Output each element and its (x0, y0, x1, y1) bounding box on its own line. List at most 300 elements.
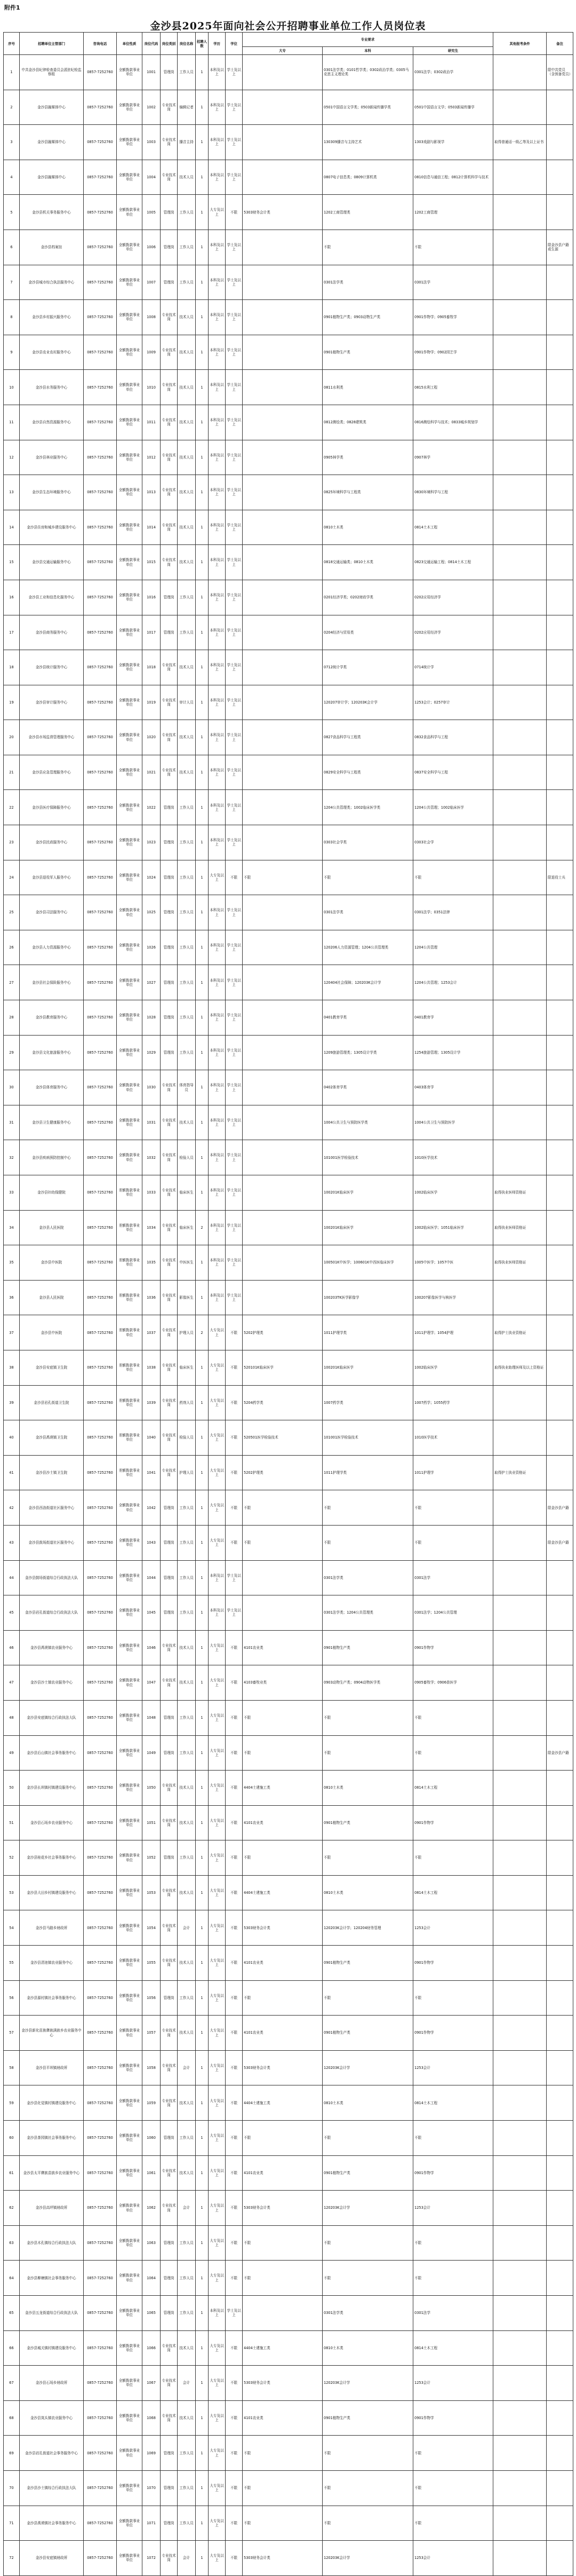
cell-major-master: 不限 (413, 2506, 493, 2541)
cell-major-sub: 5202护理类 (243, 1315, 323, 1350)
cell-degree: 学士及以上 (226, 370, 243, 405)
cell-post-name: 工作人员 (178, 1980, 196, 2016)
cell-count: 1 (196, 2191, 209, 2226)
cell-major-bachelor: 100203TK医学影像学 (323, 1280, 413, 1315)
cell-phone: 0857-7252760 (84, 1315, 117, 1350)
cell-major-bachelor: 0402体育学类 (323, 1070, 413, 1105)
cell-phone: 0857-7252760 (84, 2261, 117, 2296)
cell-unit-type: 全额拨款事业单位 (117, 2436, 142, 2471)
cell-seq: 58 (4, 2050, 20, 2085)
cell-remark: 限金沙县户籍 (547, 1525, 573, 1560)
cell-dept: 金沙县石场乡财政所 (20, 2366, 84, 2401)
cell-major-master: 0301法学；0302政治学 (413, 55, 493, 90)
cell-phone: 0857-7252760 (84, 895, 117, 930)
cell-education: 本科及以上 (209, 790, 226, 825)
cell-seq: 35 (4, 1245, 20, 1281)
table-row (4, 2261, 573, 2296)
cell-post-name: 临床医生 (178, 1175, 196, 1211)
cell-post-type: 专业技术岗 (161, 685, 178, 720)
cell-other (493, 1560, 547, 1595)
cell-degree: 学士及以上 (226, 405, 243, 440)
table-row (4, 510, 573, 545)
cell-other (493, 1805, 547, 1840)
cell-major-master: 不限 (413, 230, 493, 265)
cell-count: 1 (196, 580, 209, 615)
cell-post-name: 工作人员 (178, 825, 196, 860)
cell-dept: 金沙县沙土镇卫生院 (20, 1455, 84, 1490)
cell-other (493, 1595, 547, 1631)
cell-education: 大专及以上 (209, 2050, 226, 2085)
cell-major-master: 1253会计 (413, 2050, 493, 2085)
cell-remark (547, 1280, 573, 1315)
cell-remark (547, 2296, 573, 2331)
cell-other (493, 1946, 547, 1981)
cell-post-type: 专业技术岗 (161, 1210, 178, 1245)
cell-other (493, 965, 547, 1000)
table-body (4, 55, 573, 2576)
cell-phone: 0857-7252760 (84, 1350, 117, 1385)
cell-post-name: 工作人员 (178, 580, 196, 615)
cell-count: 1 (196, 1140, 209, 1175)
cell-post-code: 1022 (142, 790, 161, 825)
cell-major-bachelor: 0825环境科学与工程类 (323, 475, 413, 510)
cell-post-type: 专业技术岗 (161, 2085, 178, 2121)
table-row (4, 755, 573, 790)
cell-count: 1 (196, 615, 209, 650)
cell-degree: 不限 (226, 1490, 243, 1526)
cell-major-sub: 4101农业类 (243, 2400, 323, 2436)
cell-major-bachelor: 0301法学类 (323, 895, 413, 930)
cell-unit-type: 全额拨款事业单位 (117, 580, 142, 615)
cell-education: 本科及以上 (209, 370, 226, 405)
cell-dept: 金沙县五龙街道综合行政执法大队 (20, 2296, 84, 2331)
cell-phone: 0857-7252760 (84, 1910, 117, 1946)
cell-remark (547, 1980, 573, 2016)
cell-degree: 不限 (226, 1946, 243, 1981)
cell-post-name: 检验人员 (178, 1140, 196, 1175)
cell-major-sub: 5303财务会计类 (243, 195, 323, 230)
cell-post-name: 技术人员 (178, 755, 196, 790)
cell-dept: 金沙县融媒体中心 (20, 160, 84, 195)
cell-major-master: 0901作物学 (413, 2155, 493, 2191)
cell-education: 本科及以上 (209, 335, 226, 370)
header-other: 其他报考条件 (493, 33, 547, 55)
cell-dept: 金沙县融媒体中心 (20, 125, 84, 160)
cell-phone: 0857-7252760 (84, 1665, 117, 1701)
cell-dept: 金沙县高坪镇财政所 (20, 2191, 84, 2226)
cell-seq: 52 (4, 1840, 20, 1876)
cell-unit-type: 全额拨款事业单位 (117, 300, 142, 335)
header-post-type: 岗位类别 (161, 33, 178, 55)
cell-seq: 48 (4, 1700, 20, 1735)
cell-other (493, 2191, 547, 2226)
cell-major-bachelor: 0901植物生产类 (323, 2155, 413, 2191)
cell-dept: 金沙县平坝镇财政所 (20, 2050, 84, 2085)
table-row (4, 2436, 573, 2471)
cell-major-bachelor: 不限 (323, 2436, 413, 2471)
cell-count: 1 (196, 895, 209, 930)
table-row (4, 1420, 573, 1456)
cell-post-name: 工作人员 (178, 1525, 196, 1560)
cell-other (493, 1070, 547, 1105)
cell-unit-type: 全额拨款事业单位 (117, 895, 142, 930)
cell-major-master: 0303社会学 (413, 825, 493, 860)
cell-seq: 60 (4, 2121, 20, 2156)
cell-other (493, 475, 547, 510)
cell-major-bachelor: 100201K临床医学 (323, 1210, 413, 1245)
cell-other (493, 2436, 547, 2471)
cell-post-code: 1008 (142, 300, 161, 335)
cell-count: 1 (196, 1700, 209, 1735)
cell-other: 取得护士执业资格证 (493, 1315, 547, 1350)
table-row (4, 1035, 573, 1070)
table-row (4, 965, 573, 1000)
cell-other (493, 1140, 547, 1175)
cell-unit-type: 全额拨款事业单位 (117, 615, 142, 650)
cell-remark (547, 1771, 573, 1806)
cell-count: 1 (196, 1771, 209, 1806)
cell-major-master: 1010医学技术 (413, 1140, 493, 1175)
cell-seq: 71 (4, 2506, 20, 2541)
header-post-name: 岗位名称 (178, 33, 196, 55)
cell-education: 本科及以上 (209, 125, 226, 160)
cell-education: 本科及以上 (209, 405, 226, 440)
cell-degree: 学士及以上 (226, 650, 243, 685)
cell-phone: 0857-7252760 (84, 335, 117, 370)
cell-post-type: 专业技术岗 (161, 1070, 178, 1105)
cell-major-master: 0901作物学 (413, 1630, 493, 1665)
cell-seq: 16 (4, 580, 20, 615)
cell-major-master: 不限 (413, 2436, 493, 2471)
cell-post-name: 技术人员 (178, 300, 196, 335)
cell-major-master: 1253会计 (413, 2541, 493, 2576)
cell-remark (547, 1910, 573, 1946)
cell-post-code: 1038 (142, 1350, 161, 1385)
cell-dept: 金沙县桂花乡社会事务服务中心 (20, 1840, 84, 1876)
table-row (4, 1525, 573, 1560)
cell-remark (547, 265, 573, 300)
cell-dept: 金沙县岚头镇农业服务中心 (20, 2400, 84, 2436)
cell-degree: 学士及以上 (226, 1595, 243, 1631)
cell-count: 1 (196, 2541, 209, 2576)
cell-post-type: 专业技术岗 (161, 1875, 178, 1910)
cell-dept: 金沙县源村镇社会事务服务中心 (20, 1980, 84, 2016)
cell-unit-type: 全额拨款事业单位 (117, 965, 142, 1000)
cell-degree: 不限 (226, 1350, 243, 1385)
cell-unit-type: 全额拨款事业单位 (117, 2541, 142, 2576)
cell-post-code: 1026 (142, 930, 161, 965)
cell-post-type: 管理岗 (161, 2261, 178, 2296)
cell-major-sub: 5303财务会计类 (243, 2191, 323, 2226)
cell-unit-type: 全额拨款事业单位 (117, 720, 142, 755)
cell-dept: 金沙县司法服务中心 (20, 895, 84, 930)
cell-seq: 13 (4, 475, 20, 510)
cell-dept: 中共金沙县纪律检查委员会派驻纪检监察组 (20, 55, 84, 90)
cell-degree: 学士及以上 (226, 1035, 243, 1070)
cell-remark (547, 1805, 573, 1840)
cell-post-type: 管理岗 (161, 2296, 178, 2331)
cell-major-sub: 4404土建施工类 (243, 1875, 323, 1910)
cell-count: 1 (196, 1035, 209, 1070)
cell-major-sub: 不限 (243, 1525, 323, 1560)
cell-other (493, 2296, 547, 2331)
table-row (4, 55, 573, 90)
cell-seq: 40 (4, 1420, 20, 1456)
table-row (4, 1665, 573, 1701)
cell-post-code: 1043 (142, 1525, 161, 1560)
header-unit-type: 单位性质 (117, 33, 142, 55)
cell-remark: 限金沙县户籍或生源 (547, 230, 573, 265)
cell-seq: 34 (4, 1210, 20, 1245)
cell-education: 本科及以上 (209, 580, 226, 615)
cell-post-name: 技术人员 (178, 335, 196, 370)
cell-other (493, 1280, 547, 1315)
cell-other (493, 160, 547, 195)
cell-post-name: 工作人员 (178, 895, 196, 930)
cell-remark (547, 300, 573, 335)
cell-major-sub (243, 790, 323, 825)
cell-other (493, 440, 547, 475)
cell-phone: 0857-7252760 (84, 1000, 117, 1036)
cell-degree: 不限 (226, 2191, 243, 2226)
cell-dept: 金沙县应急管理服务中心 (20, 755, 84, 790)
cell-phone: 0857-7252760 (84, 1245, 117, 1281)
cell-major-bachelor: 0301法学类 (323, 1560, 413, 1595)
cell-post-code: 1067 (142, 2366, 161, 2401)
table-row (4, 195, 573, 230)
cell-major-master: 0814土木工程 (413, 2330, 493, 2366)
cell-remark (547, 2330, 573, 2366)
cell-major-sub: 不限 (243, 2470, 323, 2506)
cell-seq: 41 (4, 1455, 20, 1490)
cell-post-code: 1015 (142, 545, 161, 580)
cell-major-bachelor: 0810土木类 (323, 1875, 413, 1910)
cell-other (493, 300, 547, 335)
cell-remark (547, 2261, 573, 2296)
cell-unit-type: 全额拨款事业单位 (117, 2016, 142, 2051)
cell-seq: 49 (4, 1735, 20, 1771)
positions-table (3, 32, 573, 2576)
cell-post-code: 1004 (142, 160, 161, 195)
cell-major-bachelor: 0901植物生产类 (323, 1946, 413, 1981)
table-row (4, 1946, 573, 1981)
cell-phone: 0857-7252760 (84, 1805, 117, 1840)
cell-unit-type: 全额拨款事业单位 (117, 1140, 142, 1175)
cell-dept: 金沙县后山镇社会事务服务中心 (20, 1735, 84, 1771)
table-row (4, 1595, 573, 1631)
cell-major-bachelor: 0811水利类 (323, 370, 413, 405)
cell-phone: 0857-7252760 (84, 1280, 117, 1315)
cell-major-master: 不限 (413, 1735, 493, 1771)
cell-post-name: 工作人员 (178, 860, 196, 895)
cell-major-master: 0814土木工程 (413, 1771, 493, 1806)
cell-post-type: 专业技术岗 (161, 160, 178, 195)
cell-major-bachelor: 0201经济学类；0202财政学类 (323, 580, 413, 615)
cell-other (493, 1105, 547, 1140)
cell-count: 1 (196, 370, 209, 405)
cell-post-code: 1011 (142, 405, 161, 440)
cell-post-code: 1044 (142, 1560, 161, 1595)
cell-other (493, 790, 547, 825)
cell-other (493, 720, 547, 755)
cell-dept: 金沙县妇幼保健院 (20, 1175, 84, 1211)
cell-education: 大专及以上 (209, 1980, 226, 2016)
cell-other (493, 370, 547, 405)
cell-major-master: 0832食品科学与工程 (413, 720, 493, 755)
cell-major-master: 1004公共卫生与预防医学 (413, 1105, 493, 1140)
cell-education: 本科及以上 (209, 1210, 226, 1245)
cell-count: 1 (196, 2085, 209, 2121)
cell-major-bachelor: 120404社会保障；120203K会计学 (323, 965, 413, 1000)
cell-count: 1 (196, 2016, 209, 2051)
cell-post-code: 1066 (142, 2330, 161, 2366)
cell-seq: 69 (4, 2436, 20, 2471)
cell-degree: 不限 (226, 2330, 243, 2366)
cell-major-bachelor: 不限 (323, 2225, 413, 2261)
header-degree: 学位 (226, 33, 243, 55)
cell-major-sub: 不限 (243, 2121, 323, 2156)
table-row (4, 1771, 573, 1806)
cell-remark (547, 2506, 573, 2541)
cell-remark (547, 755, 573, 790)
cell-count: 1 (196, 1070, 209, 1105)
cell-post-type: 管理岗 (161, 580, 178, 615)
cell-post-code: 1010 (142, 370, 161, 405)
cell-phone: 0857-7252760 (84, 1070, 117, 1105)
cell-count: 2 (196, 1210, 209, 1245)
cell-dept: 金沙县禹谟镇农业服务中心 (20, 1630, 84, 1665)
cell-degree: 不限 (226, 2366, 243, 2401)
cell-seq: 61 (4, 2155, 20, 2191)
cell-other: 取得普通话一级乙等及以上证书 (493, 125, 547, 160)
cell-major-sub: 4404土建施工类 (243, 2085, 323, 2121)
cell-post-code: 1031 (142, 1105, 161, 1140)
cell-unit-type: 全额拨款事业单位 (117, 335, 142, 370)
cell-dept: 金沙县文化旅游服务中心 (20, 1035, 84, 1070)
cell-unit-type: 全额拨款事业单位 (117, 265, 142, 300)
cell-education: 本科及以上 (209, 615, 226, 650)
cell-count: 1 (196, 2261, 209, 2296)
cell-unit-type: 全额拨款事业单位 (117, 1560, 142, 1595)
table-row (4, 1560, 573, 1595)
cell-post-code: 1063 (142, 2225, 161, 2261)
table-row (4, 895, 573, 930)
cell-post-name: 影像医生 (178, 1280, 196, 1315)
cell-degree: 不限 (226, 2470, 243, 2506)
cell-major-bachelor: 0810土木类 (323, 2330, 413, 2366)
cell-major-sub (243, 755, 323, 790)
cell-post-code: 1019 (142, 685, 161, 720)
table-row (4, 2506, 573, 2541)
table-row (4, 2400, 573, 2436)
cell-education: 本科及以上 (209, 1105, 226, 1140)
cell-count: 1 (196, 1490, 209, 1526)
cell-other (493, 615, 547, 650)
cell-post-type: 专业技术岗 (161, 1420, 178, 1456)
table-row (4, 1105, 573, 1140)
cell-other (493, 2225, 547, 2261)
cell-degree: 学士及以上 (226, 440, 243, 475)
cell-degree: 学士及以上 (226, 825, 243, 860)
cell-remark (547, 1245, 573, 1281)
cell-post-name: 技术人员 (178, 650, 196, 685)
cell-education: 大专及以上 (209, 1455, 226, 1490)
cell-other (493, 1000, 547, 1036)
cell-unit-type: 全额拨款事业单位 (117, 475, 142, 510)
cell-degree: 学士及以上 (226, 1175, 243, 1211)
table-row (4, 1910, 573, 1946)
cell-seq: 14 (4, 510, 20, 545)
cell-education: 大专及以上 (209, 2470, 226, 2506)
cell-unit-type: 全额拨款事业单位 (117, 2506, 142, 2541)
cell-education: 大专及以上 (209, 1875, 226, 1910)
cell-post-type: 专业技术岗 (161, 755, 178, 790)
header-post-code: 岗位代码 (142, 33, 161, 55)
cell-major-master: 0401教育学 (413, 1000, 493, 1036)
cell-education: 大专及以上 (209, 1840, 226, 1876)
cell-major-bachelor: 0301法学类；0101哲学类；0302政治学类；0305马克思主义理论类 (323, 55, 413, 90)
cell-count: 1 (196, 1245, 209, 1281)
cell-major-sub: 5303财务会计类 (243, 2366, 323, 2401)
cell-degree: 学士及以上 (226, 1560, 243, 1595)
cell-post-name: 工作人员 (178, 1595, 196, 1631)
cell-dept: 金沙县新化苗族彝族满族乡农业服务中心 (20, 2016, 84, 2051)
cell-other: 取得执业医师资格证 (493, 1210, 547, 1245)
cell-post-type: 管理岗 (161, 1980, 178, 2016)
cell-remark (547, 405, 573, 440)
cell-phone: 0857-7252760 (84, 2155, 117, 2191)
cell-dept: 金沙县人力资源服务中心 (20, 930, 84, 965)
cell-unit-type: 全额拨款事业单位 (117, 825, 142, 860)
cell-degree: 不限 (226, 1771, 243, 1806)
cell-other (493, 2155, 547, 2191)
cell-count: 1 (196, 2155, 209, 2191)
cell-remark (547, 1630, 573, 1665)
cell-post-type: 管理岗 (161, 265, 178, 300)
cell-unit-type: 全额拨款事业单位 (117, 1595, 142, 1631)
cell-degree: 学士及以上 (226, 1140, 243, 1175)
cell-remark (547, 1210, 573, 1245)
cell-dept: 金沙县柳塘镇社会事务服务中心 (20, 2261, 84, 2296)
cell-degree: 学士及以上 (226, 300, 243, 335)
cell-post-type: 管理岗 (161, 965, 178, 1000)
cell-major-sub (243, 545, 323, 580)
cell-seq: 19 (4, 685, 20, 720)
cell-post-code: 1042 (142, 1490, 161, 1526)
cell-dept: 金沙县太平彝族苗族乡农业服务中心 (20, 2155, 84, 2191)
cell-count: 1 (196, 1735, 209, 1771)
cell-education: 本科及以上 (209, 965, 226, 1000)
cell-dept: 金沙县人民医院 (20, 1210, 84, 1245)
cell-remark (547, 1070, 573, 1105)
cell-unit-type: 全额拨款事业单位 (117, 160, 142, 195)
cell-major-sub (243, 440, 323, 475)
cell-post-type: 管理岗 (161, 55, 178, 90)
cell-unit-type: 全额拨款事业单位 (117, 2191, 142, 2226)
cell-remark (547, 2121, 573, 2156)
cell-remark (547, 370, 573, 405)
table-row (4, 2121, 573, 2156)
cell-seq: 31 (4, 1105, 20, 1140)
cell-unit-type: 全额拨款事业单位 (117, 370, 142, 405)
cell-post-type: 专业技术岗 (161, 1665, 178, 1701)
cell-seq: 51 (4, 1805, 20, 1840)
cell-post-code: 1032 (142, 1140, 161, 1175)
cell-count: 1 (196, 2400, 209, 2436)
cell-dept: 金沙县农业农村服务中心 (20, 335, 84, 370)
cell-post-type: 专业技术岗 (161, 545, 178, 580)
cell-post-code: 1006 (142, 230, 161, 265)
